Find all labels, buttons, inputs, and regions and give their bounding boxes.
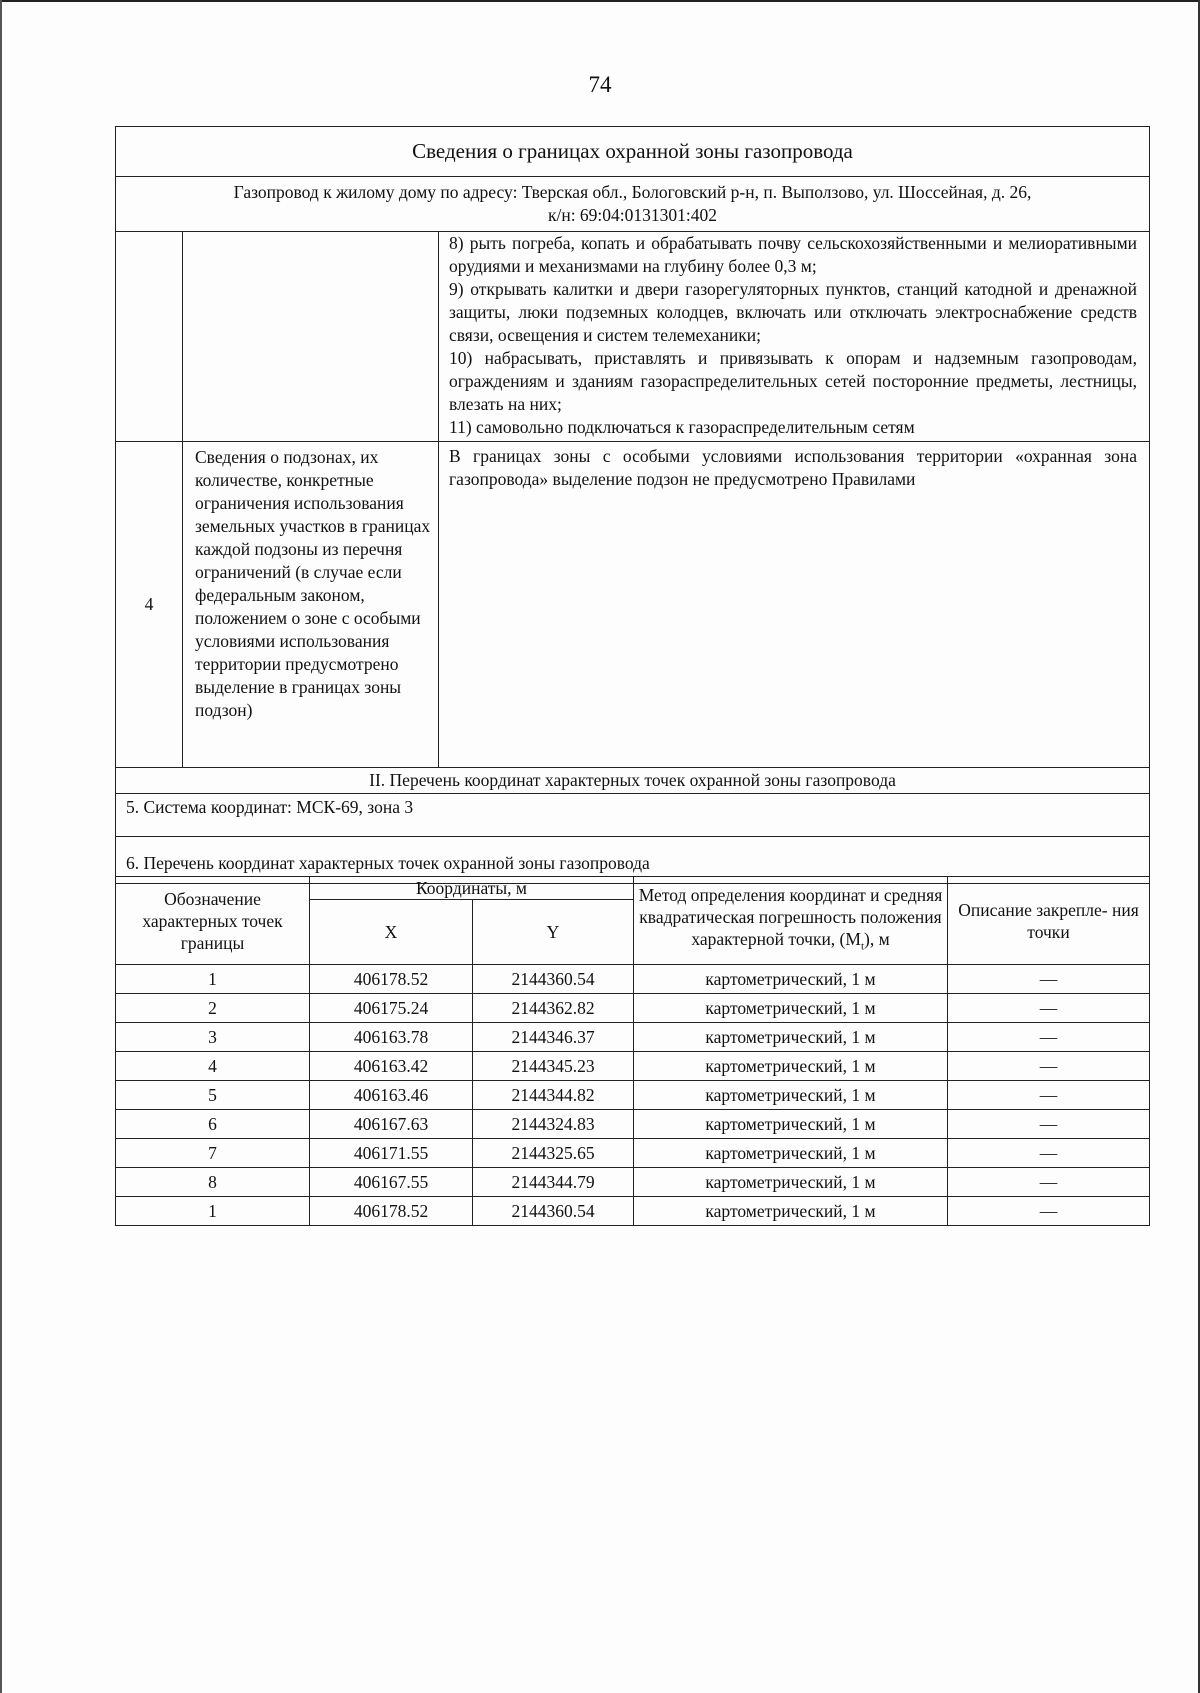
header-method: Метод определения координат и средняя квадратическая погрешность положения характерной точки, $(M_t)$, м	[634, 877, 948, 965]
table-row	[116, 1197, 1150, 1226]
coordinate-system: 5. Система координат: МСК-69, зона 3	[116, 794, 1150, 837]
y-cell: 2144362.82	[473, 994, 634, 1023]
subzones-label: Сведения о подзонах, их количестве, конкретные ограничения использования земельных участков в границах каждой подзоны из перечня ограничений (в случае если федеральным законом, положением о зоне с особыми условиями использования территории предусмотрено выделение в границах зоны подзон)	[183, 442, 439, 768]
row-number: 4	[116, 442, 183, 768]
point-cell: 1	[116, 1197, 310, 1226]
method-cell: картометрический, 1 м	[634, 1139, 948, 1168]
point-cell: 4	[116, 1052, 310, 1081]
header-coordinates: Координаты, м	[310, 877, 634, 900]
object-cadastral-number: к/н: 69:04:0131301:402	[547, 205, 718, 225]
y-cell: 2144344.79	[473, 1168, 634, 1197]
coordinates-table	[115, 876, 1150, 1226]
table-row	[116, 994, 1150, 1023]
table-row	[116, 1110, 1150, 1139]
description-cell: —	[948, 1139, 1150, 1168]
y-cell: 2144360.54	[473, 1197, 634, 1226]
coordinates-table-body	[116, 965, 1150, 1226]
table-row	[116, 1168, 1150, 1197]
x-cell: 406178.52	[310, 965, 473, 994]
y-cell: 2144325.65	[473, 1139, 634, 1168]
restriction-item-9: 9) открывать калитки и двери газорегуляторных пунктов, станций катодной и дренажной защиты, люки подземных колодцев, включать или отключать электроснабжение средств связи, освещения и систем телемеханики;	[449, 279, 1138, 345]
restrictions-list	[439, 232, 1150, 442]
method-cell: картометрический, 1 м	[634, 1110, 948, 1139]
table-row	[116, 1023, 1150, 1052]
description-cell: —	[948, 965, 1150, 994]
y-cell: 2144346.37	[473, 1023, 634, 1052]
description-cell: —	[948, 1197, 1150, 1226]
description-cell: —	[948, 1052, 1150, 1081]
y-cell: 2144360.54	[473, 965, 634, 994]
description-cell: —	[948, 1081, 1150, 1110]
restriction-item-11: 11) самовольно подключаться к газораспределительным сетям	[449, 417, 915, 437]
method-cell: картометрический, 1 м	[634, 1052, 948, 1081]
point-cell: 8	[116, 1168, 310, 1197]
point-cell: 2	[116, 994, 310, 1023]
point-cell: 5	[116, 1081, 310, 1110]
x-cell: 406175.24	[310, 994, 473, 1023]
method-cell: картометрический, 1 м	[634, 1168, 948, 1197]
method-cell: картометрический, 1 м	[634, 965, 948, 994]
y-cell: 2144344.82	[473, 1081, 634, 1110]
page-edge-left	[0, 0, 2, 1693]
method-cell: картометрический, 1 м	[634, 1081, 948, 1110]
table-row	[116, 1052, 1150, 1081]
table-row	[116, 965, 1150, 994]
document-title: Сведения о границах охранной зоны газопровода	[116, 127, 1150, 177]
restriction-item-8: 8) рыть погреба, копать и обрабатывать почву сельскохозяйственными и мелиоративными орудиями и механизмами на глубину более 0,3 м;	[449, 233, 1138, 276]
coordinates-list-title: 6. Перечень координат характерных точек охранной зоны газопровода	[116, 837, 1150, 884]
subzones-value: В границах зоны с особыми условиями использования территории «охранная зона газопровода» выделение подзон не предусмотрено Правилами	[439, 442, 1150, 768]
description-cell: —	[948, 1168, 1150, 1197]
table-row	[116, 1139, 1150, 1168]
page-number: 74	[588, 72, 612, 97]
table-row	[116, 1081, 1150, 1110]
object-address	[116, 177, 1150, 232]
method-cell: картометрический, 1 м	[634, 1197, 948, 1226]
point-cell: 3	[116, 1023, 310, 1052]
x-cell: 406167.63	[310, 1110, 473, 1139]
page-edge-top	[0, 0, 1200, 2]
x-cell: 406178.52	[310, 1197, 473, 1226]
description-cell: —	[948, 1110, 1150, 1139]
header-y: Y	[473, 900, 634, 965]
header-point: Обозначение характерных точек границы	[116, 877, 310, 965]
object-address-line1: Газопровод к жилому дому по адресу: Тверская обл., Бологовский р-н, п. Выползово, ул. Шоссейная, д. 26,	[233, 182, 1032, 202]
method-cell: картометрический, 1 м	[634, 1023, 948, 1052]
x-cell: 406171.55	[310, 1139, 473, 1168]
restrictions-number-cell	[116, 232, 183, 442]
point-cell: 1	[116, 965, 310, 994]
restriction-item-10: 10) набрасывать, приставлять и привязывать к опорам и надземным газопроводам, ограждениям и зданиям газораспределительных сетей посторонние предметы, лестницы, влезать на них;	[449, 348, 1138, 414]
y-cell: 2144345.23	[473, 1052, 634, 1081]
restrictions-label-cell	[183, 232, 439, 442]
x-cell: 406163.78	[310, 1023, 473, 1052]
section-2-title: II. Перечень координат характерных точек охранной зоны газопровода	[116, 768, 1150, 794]
header-x: X	[310, 900, 473, 965]
subzones-row	[116, 442, 1150, 768]
method-cell: картометрический, 1 м	[634, 994, 948, 1023]
zone-info-table	[115, 126, 1150, 884]
x-cell: 406163.46	[310, 1081, 473, 1110]
restrictions-row	[116, 232, 1150, 442]
point-cell: 6	[116, 1110, 310, 1139]
x-cell: 406167.55	[310, 1168, 473, 1197]
header-description: Описание закрепле- ния точки	[948, 877, 1150, 965]
description-cell: —	[948, 1023, 1150, 1052]
x-cell: 406163.42	[310, 1052, 473, 1081]
description-cell: —	[948, 994, 1150, 1023]
point-cell: 7	[116, 1139, 310, 1168]
y-cell: 2144324.83	[473, 1110, 634, 1139]
